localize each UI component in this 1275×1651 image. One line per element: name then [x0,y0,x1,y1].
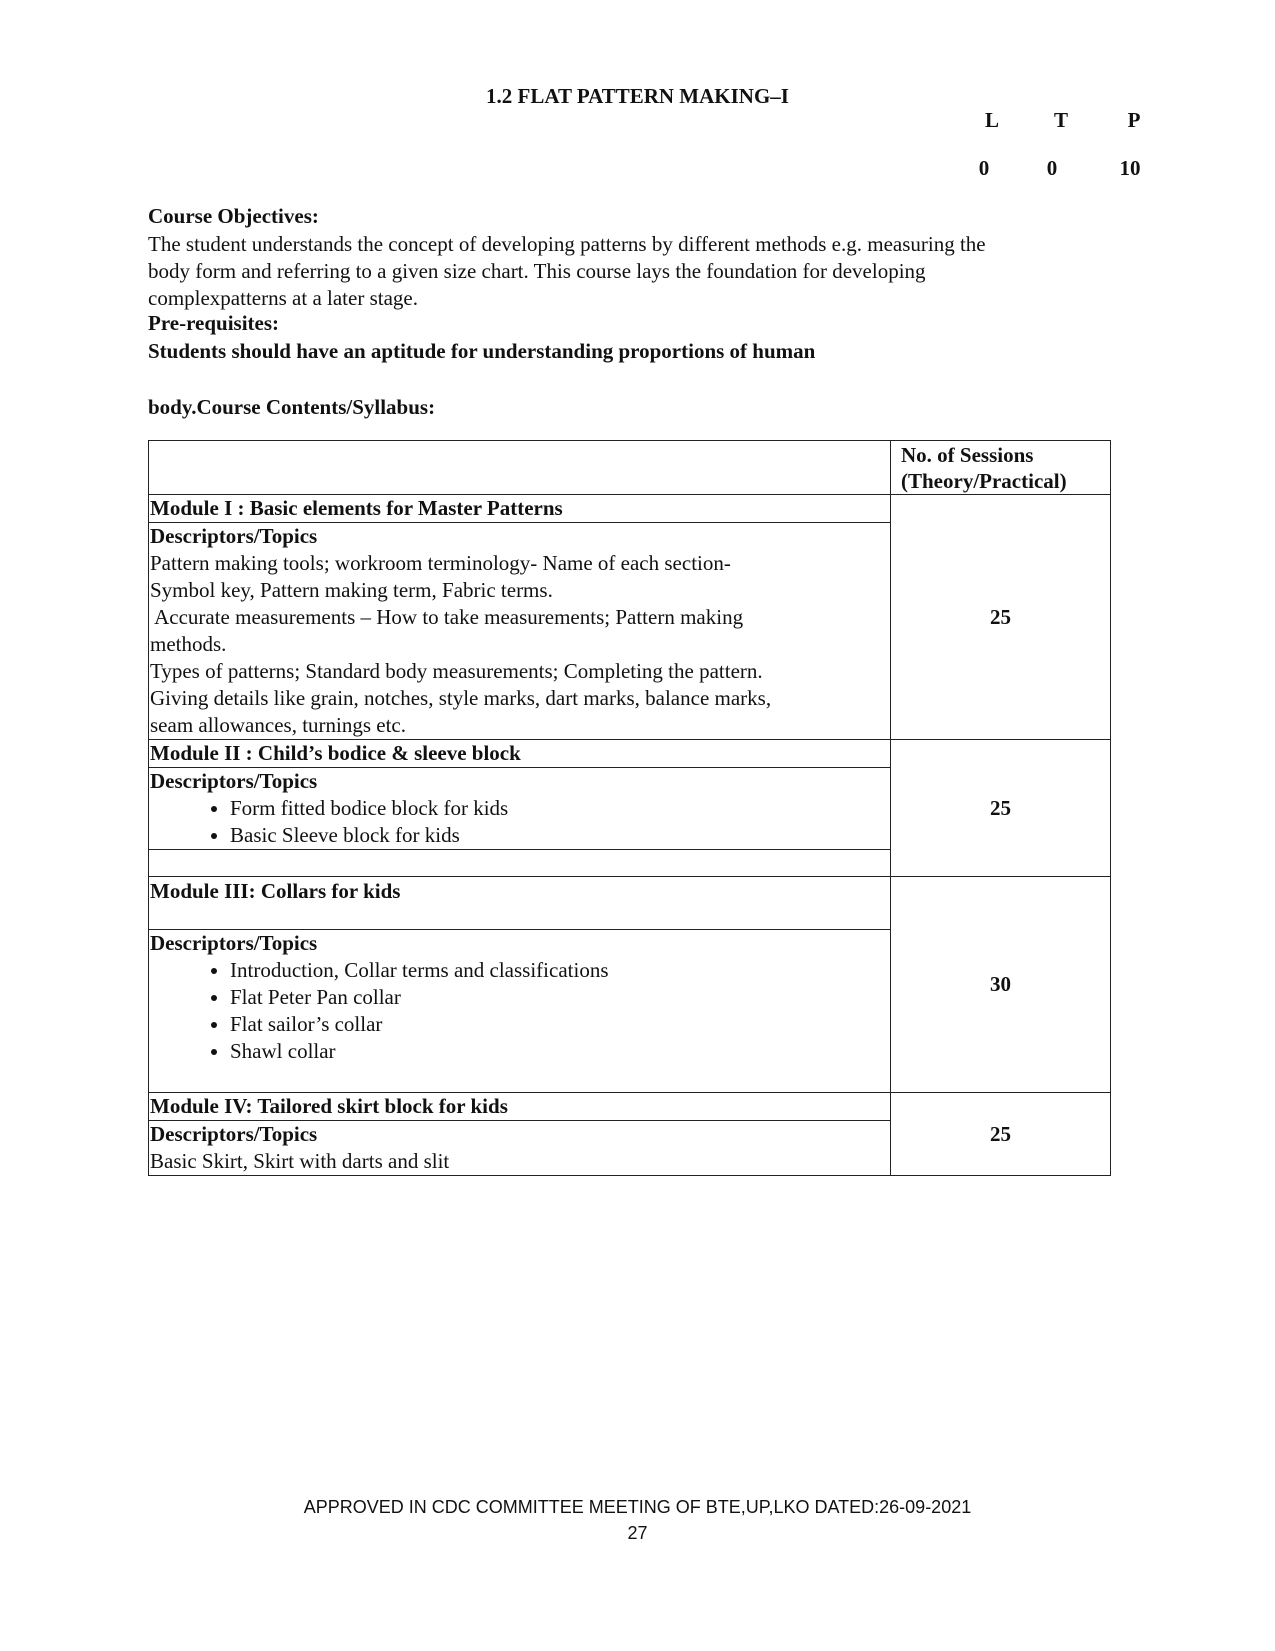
ltp-value-t: 0 [1046,156,1058,180]
ltp-header-t: T [1053,108,1068,132]
descriptors-title: Descriptors/Topics [150,931,318,955]
descriptors-title: Descriptors/Topics [150,524,318,548]
module-descriptors [149,768,891,850]
objectives-line: body form and referring to a given size chart. This course lays the foundation for developing [148,259,926,283]
syllabus-table [148,440,1111,1176]
module-descriptors [149,523,891,740]
module-title: Module IV: Tailored skirt block for kids [149,1093,891,1121]
table-row [149,495,1111,523]
module-sessions: 25 [891,740,1111,877]
ltp-value-l: 0 [978,156,990,180]
topic-line: Symbol key, Pattern making term, Fabric terms. [150,578,553,602]
table-row [149,877,1111,930]
topic-line: Basic Skirt, Skirt with darts and slit [150,1149,450,1173]
contents-heading: body.Course Contents/Syllabus: [148,395,436,419]
topic-line: Giving details like grain, notches, style marks, dart marks, balance marks, [150,686,772,710]
objectives-line: The student understands the concept of developing patterns by different methods e.g. measuring the [148,232,986,256]
table-header-blank [149,441,891,495]
list-item: • Introduction, Collar terms and classifications [230,957,889,984]
prerequisites-text: Students should have an aptitude for understanding proportions of human [148,339,816,363]
topic-line: Pattern making tools; workroom terminology- Name of each section- [150,551,731,575]
topic-line: seam allowances, turnings etc. [150,713,406,737]
objectives-line: complexpatterns at a later stage. [148,286,418,310]
topic-line: Types of patterns; Standard body measurements; Completing the pattern. [150,659,763,683]
objectives-heading: Course Objectives: [148,204,319,228]
approval-footer: APPROVED IN CDC COMMITTEE MEETING OF BTE,UP,LKO DATED:26-09-2021 [303,1497,972,1517]
page-number: 27 [627,1523,648,1543]
topic-list [150,795,889,849]
prerequisites-heading: Pre-requisites: [148,311,280,335]
topic-list [150,957,889,1065]
list-item: • Shawl collar [230,1038,889,1065]
sessions-header-line: No. of Sessions [901,443,1034,467]
module-sessions: 30 [891,877,1111,1093]
document-title: 1.2 FLAT PATTERN MAKING–I [486,84,789,108]
ltp-value-p: 10 [1119,156,1141,180]
topic-line: methods. [150,632,227,656]
module-sessions: 25 [891,495,1111,740]
table-row [149,740,1111,768]
list-item: • Basic Sleeve block for kids [230,822,889,849]
module-title: Module I : Basic elements for Master Patterns [149,495,891,523]
sessions-header [891,441,1111,495]
table-header-row [149,441,1111,495]
module-descriptors [149,1121,891,1176]
module-title: Module II : Child’s bodice & sleeve block [149,740,891,768]
list-item: • Flat Peter Pan collar [230,984,889,1011]
ltp-header-p: P [1127,108,1141,132]
topic-line: Accurate measurements – How to take measurements; Pattern making [150,605,744,629]
sessions-header-line: (Theory/Practical) [901,469,1067,493]
descriptors-title: Descriptors/Topics [150,769,318,793]
module-descriptors [149,930,891,1093]
module-sessions: 25 [891,1093,1111,1176]
table-row [149,1093,1111,1121]
list-item: • Form fitted bodice block for kids [230,795,889,822]
objectives-text [148,231,1108,312]
empty-cell [149,850,891,877]
module-title: Module III: Collars for kids [149,877,891,930]
descriptors-title: Descriptors/Topics [150,1122,318,1146]
list-item: • Flat sailor’s collar [230,1011,889,1038]
ltp-header-l: L [984,108,999,132]
